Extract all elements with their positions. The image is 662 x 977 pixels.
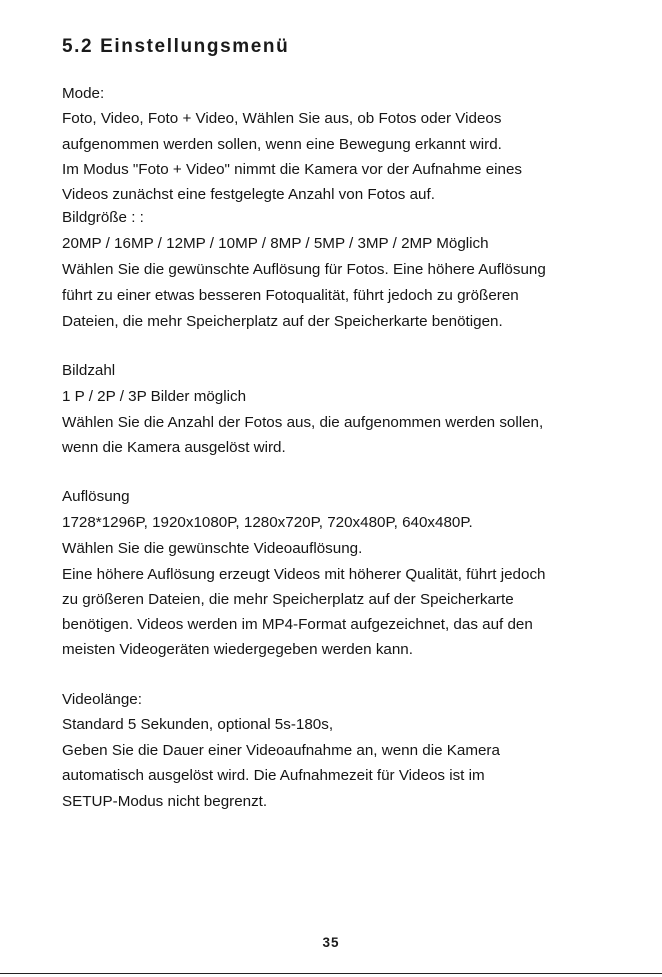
mode-text-line-1: Foto, Video, Foto + Video, Wählen Sie aus, ob Fotos oder Videos	[62, 110, 502, 127]
resolution-text-3: zu größeren Dateien, die mehr Speicherplatz auf der Speicherkarte	[62, 591, 514, 608]
image-count-text-1: Wählen Sie die Anzahl der Fotos aus, die aufgenommen werden sollen,	[62, 414, 544, 431]
image-size-label: Bildgröße : :	[62, 209, 144, 226]
video-length-options: Standard 5 Sekunden, optional 5s-180s,	[62, 716, 334, 733]
image-size-text-1: Wählen Sie die gewünschte Auflösung für Fotos. Eine höhere Auflösung	[62, 261, 546, 278]
image-count-label: Bildzahl	[62, 362, 116, 379]
video-length-text-3: SETUP-Modus nicht begrenzt.	[62, 793, 268, 810]
resolution-options: 1728*1296P, 1920x1080P, 1280x720P, 720x480P, 640x480P.	[62, 514, 473, 531]
resolution-label: Auflösung	[62, 488, 130, 505]
bottom-divider	[0, 973, 662, 974]
image-size-text-3: Dateien, die mehr Speicherplatz auf der Speicherkarte benötigen.	[62, 313, 503, 330]
video-length-label: Videolänge:	[62, 691, 142, 708]
mode-label: Mode:	[62, 85, 105, 102]
resolution-text-5: meisten Videogeräten wiedergegeben werden kann.	[62, 641, 413, 658]
section-heading: 5.2 Einstellungsmenü	[62, 36, 290, 57]
video-length-text-2: automatisch ausgelöst wird. Die Aufnahmezeit für Videos ist im	[62, 767, 485, 784]
page-number: 35	[322, 935, 340, 950]
resolution-text-1: Wählen Sie die gewünschte Videoauflösung.	[62, 540, 363, 557]
mode-text-line-4: Videos zunächst eine festgelegte Anzahl von Fotos auf.	[62, 186, 435, 203]
image-count-text-2: wenn die Kamera ausgelöst wird.	[62, 439, 286, 456]
resolution-text-2: Eine höhere Auflösung erzeugt Videos mit höherer Qualität, führt jedoch	[62, 566, 546, 583]
mode-text-line-3: Im Modus "Foto + Video" nimmt die Kamera vor der Aufnahme eines	[62, 161, 523, 178]
resolution-text-4: benötigen. Videos werden im MP4-Format aufgezeichnet, das auf den	[62, 616, 533, 633]
mode-text-line-2: aufgenommen werden sollen, wenn eine Bewegung erkannt wird.	[62, 136, 502, 153]
image-size-options: 20MP / 16MP / 12MP / 10MP / 8MP / 5MP / 3MP / 2MP Möglich	[62, 235, 489, 252]
image-count-options: 1 P / 2P / 3P Bilder möglich	[62, 388, 247, 405]
video-length-text-1: Geben Sie die Dauer einer Videoaufnahme an, wenn die Kamera	[62, 742, 500, 759]
image-size-text-2: führt zu einer etwas besseren Fotoqualität, führt jedoch zu größeren	[62, 287, 519, 304]
